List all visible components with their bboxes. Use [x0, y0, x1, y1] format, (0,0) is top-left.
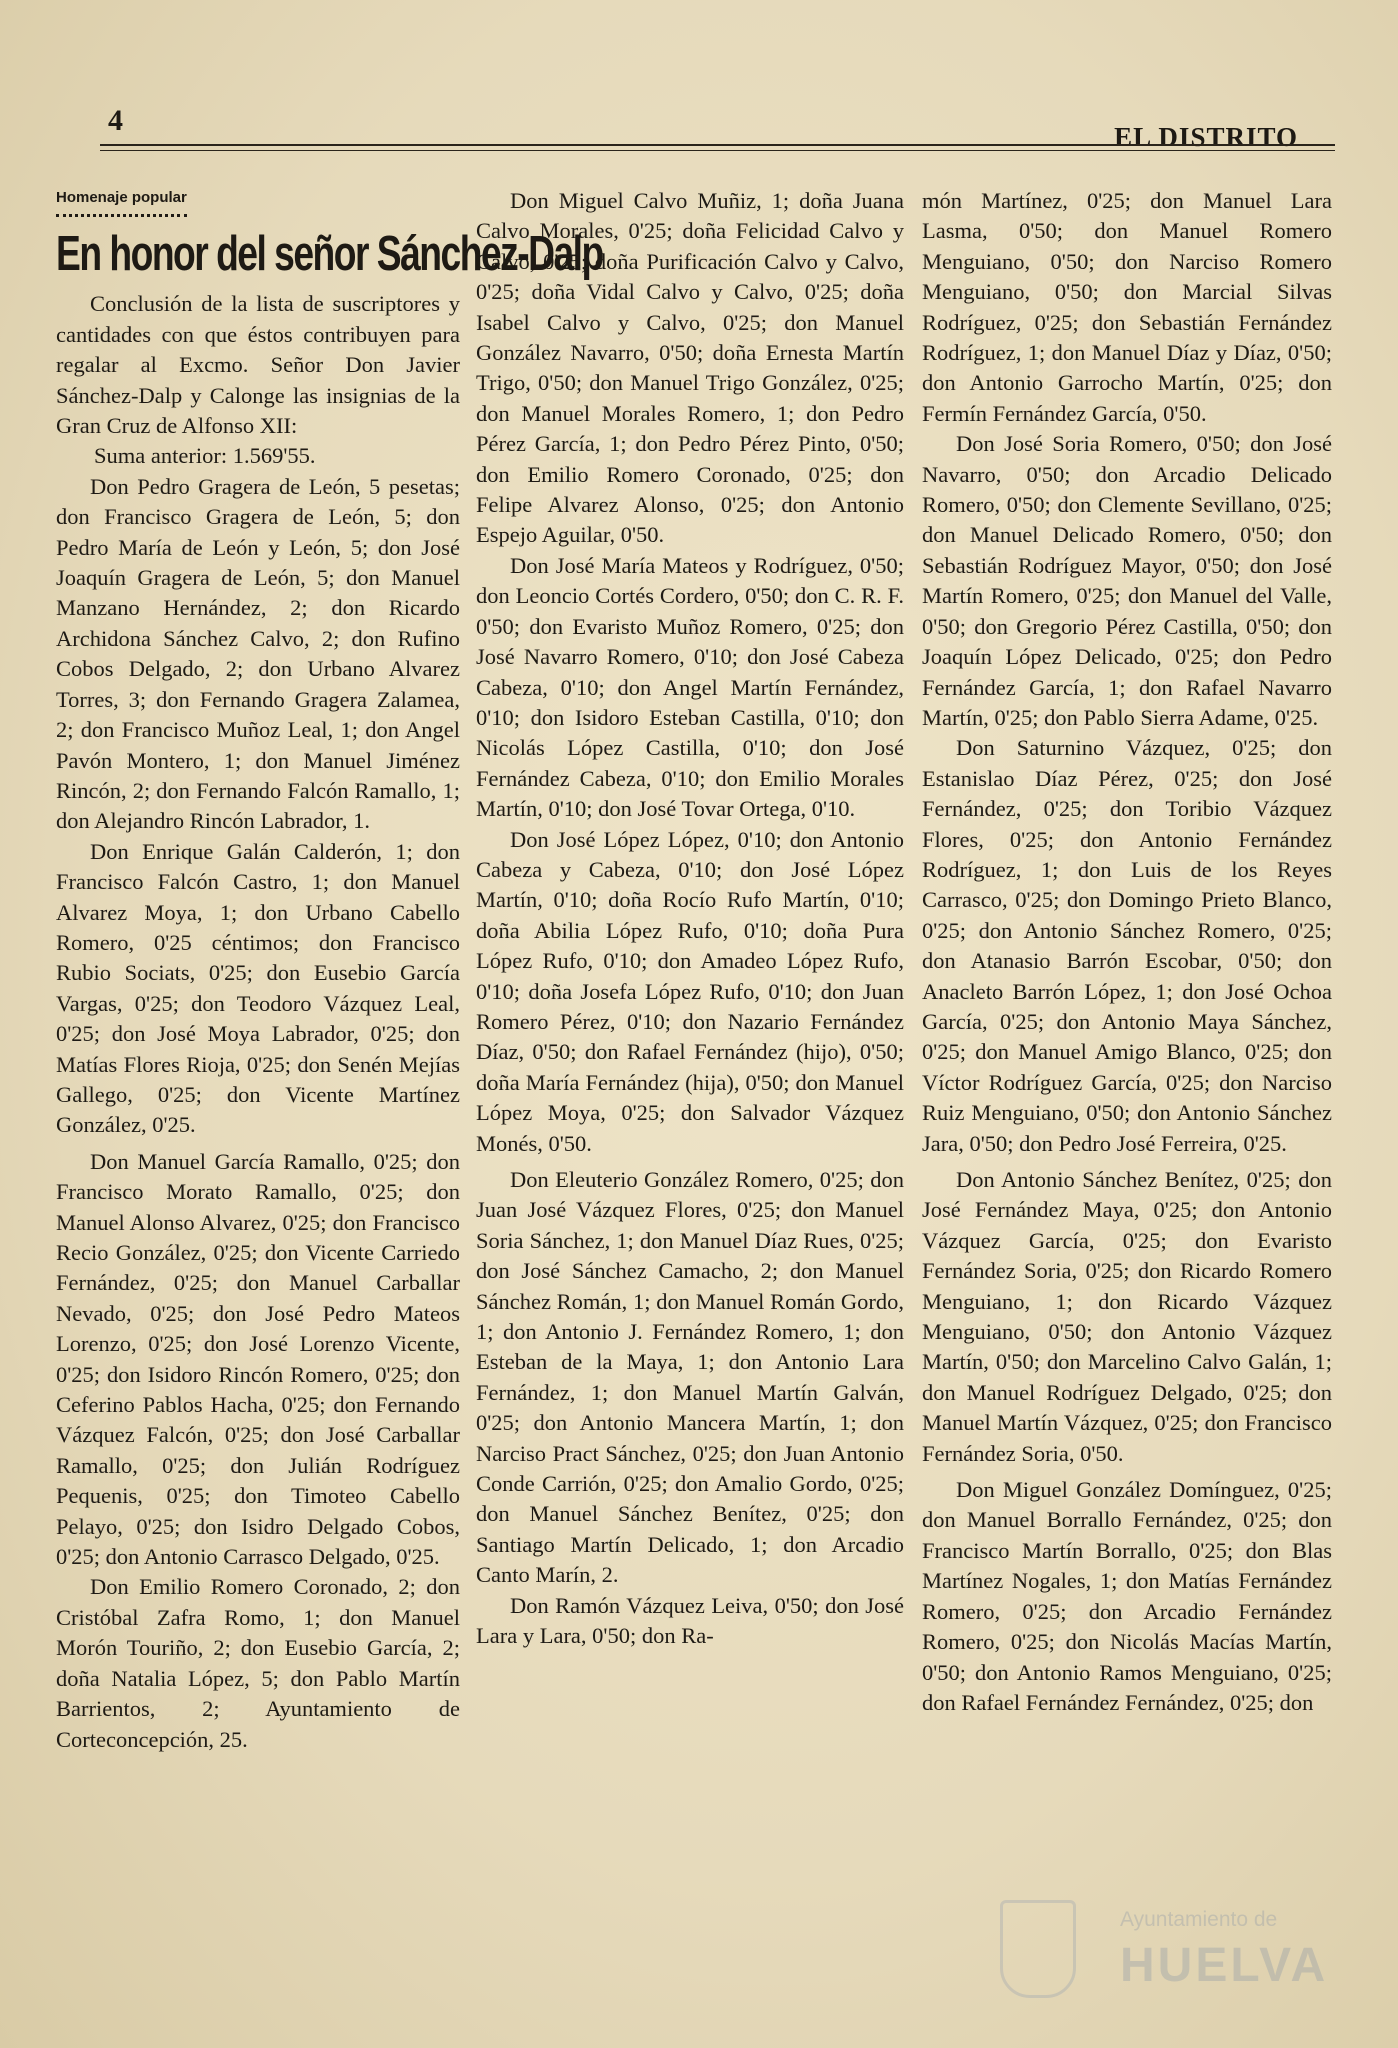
paragraph: Don José Soria Romero, 0'50; don José Navarro, 0'50; don Arcadio Delicado Romero, 0'50; don Clemente Sevillano, 0'25; don Manuel Delicado Romero, 0'50; don Sebastián Rodríguez Mayor, 0'50; don José Martín Romero, 0'25; don Manuel del Valle, 0'50; don Gregorio Pérez Castilla, 0'50; don Joaquín López Delicado, 0'25; don Pedro Fernández García, 1; don Rafael Navarro Martín, 0'25; don Pablo Sierra Adame, 0'25.	[922, 431, 1332, 730]
shield-icon	[1000, 1900, 1076, 1998]
paragraph: Don Emilio Romero Coronado, 2; don Cristóbal Zafra Romo, 1; don Manuel Morón Touriño, 2; don Eusebio García, 2; doña Natalia López, 5; don Pablo Martín Barrientos, 2; Ayuntamiento de Corteconcepción, 25.	[56, 1574, 460, 1752]
article-headline: En honor del señor Sánchez-Dalp	[56, 227, 603, 282]
column-3	[922, 186, 1332, 1718]
header-rule-thin	[100, 150, 1335, 151]
watermark-line1: Ayuntamiento de	[1120, 1908, 1278, 1931]
watermark-line2: HUELVA	[1120, 1939, 1329, 1992]
paragraph: Don Pedro Gragera de León, 5 pesetas; don Francisco Gragera de León, 5; don Pedro María de León y León, 5; don José Joaquín Gragera de León, 5; don Manuel Manzano Hernández, 2; don Ricardo Archidona Sánchez Calvo, 2; don Rufino Cobos Delgado, 2; don Urbano Alvarez Torres, 3; don Fernando Gragera Zalamea, 2; don Francisco Muñoz Leal, 1; don Angel Pavón Montero, 1; don Manuel Jiménez Rincón, 2; don Fernando Falcón Ramallo, 1; don Alejandro Rincón Labrador, 1.	[56, 473, 460, 834]
column-1	[56, 180, 603, 1755]
paragraph: Don Miguel Calvo Muñiz, 1; doña Juana Calvo Morales, 0'25; doña Felicidad Calvo y Calvo, 0'25; doña Purificación Calvo y Calvo, 0'25; doña Vidal Calvo y Calvo, 0'25; doña Isabel Calvo y Calvo, 0'25; don Manuel González Navarro, 0'50; doña Ernesta Martín Trigo, 0'50; don Manuel Trigo González, 0'25; don Manuel Morales Romero, 1; don Pedro Pérez García, 1; don Pedro Pérez Pinto, 0'50; don Emilio Romero Coronado, 0'25; don Felipe Alvarez Alonso, 0'25; don Antonio Espejo Aguilar, 0'50.	[476, 188, 904, 548]
archive-watermark	[1000, 1898, 1329, 2008]
paragraph: Don Antonio Sánchez Benítez, 0'25; don José Fernández Maya, 0'25; don Antonio Vázquez García, 0'25; don Evaristo Fernández Soria, 0'25; don Ricardo Romero Menguiano, 1; don Ricardo Vázquez Menguiano, 0'50; don Antonio Vázquez Martín, 0'50; don Marcelino Calvo Galán, 1; don Manuel Rodríguez Delgado, 0'25; don Manuel Martín Vázquez, 0'25; don Francisco Fernández Soria, 0'50.	[922, 1167, 1332, 1466]
paragraph: Don Miguel González Domínguez, 0'25; don Manuel Borrallo Fernández, 0'25; don Francisco Martín Borrallo, 0'25; don Blas Martínez Nogales, 1; don Matías Fernández Romero, 0'25; don Arcadio Fernández Romero, 0'25; don Nicolás Macías Martín, 0'50; don Antonio Ramos Menguiano, 0'25; don Rafael Fernández Fernández, 0'25; don	[922, 1477, 1332, 1715]
paragraph: món Martínez, 0'25; don Manuel Lara Lasma, 0'50; don Manuel Romero Menguiano, 0'50; don Narciso Romero Menguiano, 0'50; don Marcial Silvas Rodríguez, 0'25; don Sebastián Fernández Rodríguez, 1; don Manuel Díaz y Díaz, 0'50; don Antonio Garrocho Martín, 0'25; don Fermín Fernández García, 0'50.	[922, 188, 1332, 426]
paragraph: Don Eleuterio González Romero, 0'25; don Juan José Vázquez Flores, 0'25; don Manuel Soria Sánchez, 1; don Manuel Díaz Rues, 0'25; don José Sánchez Camacho, 2; don Manuel Sánchez Román, 1; don Manuel Román Gordo, 1; don Antonio J. Fernández Romero, 1; don Esteban de la Maya, 1; don Antonio Lara Fernández, 1; don Manuel Martín Galván, 0'25; don Antonio Mancera Martín, 1; don Narciso Pract Sánchez, 0'25; don Juan Antonio Conde Carrión, 0'25; don Amalio Gordo, 0'25; don Manuel Sánchez Benítez, 0'25; don Santiago Martín Delicado, 1; don Arcadio Canto Marín, 2.	[476, 1167, 904, 1588]
paragraph: Suma anterior: 1.569'55.	[94, 443, 316, 469]
paragraph: Don José López López, 0'10; don Antonio Cabeza y Cabeza, 0'10; don José López Martín, 0'10; doña Rocío Rufo Martín, 0'10; doña Abilia López Rufo, 0'10; doña Pura López Rufo, 0'10; don Amadeo López Rufo, 0'10; doña Josefa López Rufo, 0'10; don Juan Romero Pérez, 0'10; don Nazario Fernández Díaz, 0'50; don Rafael Fernández (hijo), 0'50; doña María Fernández (hija), 0'50; don Manuel López Moya, 0'25; don Salvador Vázquez Monés, 0'50.	[476, 826, 904, 1156]
page-number: 4	[108, 104, 123, 137]
paragraph: Don Enrique Galán Calderón, 1; don Francisco Falcón Castro, 1; don Manuel Alvarez Moya, 1; don Urbano Cabello Romero, 0'25 céntimos; don Francisco Rubio Sociats, 0'25; don Eusebio García Vargas, 0'25; don Teodoro Vázquez Leal, 0'25; don José Moya Labrador, 0'25; don Matías Flores Rioja, 0'25; don Senén Mejías Gallego, 0'25; don Vicente Martínez González, 0'25.	[56, 838, 460, 1138]
paragraph: Don Ramón Vázquez Leiva, 0'50; don José Lara y Lara, 0'50; don Ra-	[476, 1592, 904, 1649]
header-rule	[100, 144, 1335, 146]
paragraph: Conclusión de la lista de suscriptores y cantidades con que éstos contribuyen para regalar al Excmo. Señor Don Javier Sánchez-Dalp y Calonge las insignias de la Gran Cruz de Alfonso XII:	[56, 291, 460, 439]
paragraph: Don Manuel García Ramallo, 0'25; don Francisco Morato Ramallo, 0'25; don Manuel Alonso Alvarez, 0'25; don Francisco Recio González, 0'25; don Vicente Carriedo Fernández, 0'25; don Manuel Carballar Nevado, 0'25; don José Pedro Mateos Lorenzo, 0'25; don José Lorenzo Vicente, 0'25; don Isidoro Rincón Romero, 0'25; don Ceferino Pablos Hacha, 0'25; don Fernando Vázquez Falcón, 0'25; don José Carballar Ramallo, 0'25; don Julián Rodríguez Pequenis, 0'25; don Timoteo Cabello Pelayo, 0'25; don Isidro Delgado Cobos, 0'25; don Antonio Carrasco Delgado, 0'25.	[56, 1148, 460, 1570]
paragraph: Don José María Mateos y Rodríguez, 0'50; don Leoncio Cortés Cordero, 0'50; don C. R. F. 0'50; don Evaristo Muñoz Romero, 0'25; don José Navarro Romero, 0'10; don José Cabeza Cabeza, 0'10; don Angel Martín Fernández, 0'10; don Isidoro Esteban Castilla, 0'10; don Nicolás López Castilla, 0'10; don José Fernández Cabeza, 0'10; don Emilio Morales Martín, 0'10; don José Tovar Ortega, 0'10.	[476, 552, 904, 822]
publication-title: EL DISTRITO	[1114, 122, 1298, 152]
article-kicker: Homenaje popular	[56, 183, 187, 217]
paragraph: Don Saturnino Vázquez, 0'25; don Estanislao Díaz Pérez, 0'25; don José Fernández, 0'25; don Toribio Vázquez Flores, 0'25; don Antonio Fernández Rodríguez, 1; don Luis de los Reyes Carrasco, 0'25; don Domingo Prieto Blanco, 0'25; don Antonio Sánchez Romero, 0'25; don Atanasio Barrón Escobar, 0'50; don Anacleto Barrón López, 1; don José Ochoa García, 0'25; don Antonio Maya Sánchez, 0'25; don Manuel Amigo Blanco, 0'25; don Víctor Rodríguez García, 0'25; don Narciso Ruiz Menguiano, 0'50; don Antonio Sánchez Jara, 0'50; don Pedro José Ferreira, 0'25.	[922, 735, 1332, 1156]
column-2	[476, 186, 904, 1652]
